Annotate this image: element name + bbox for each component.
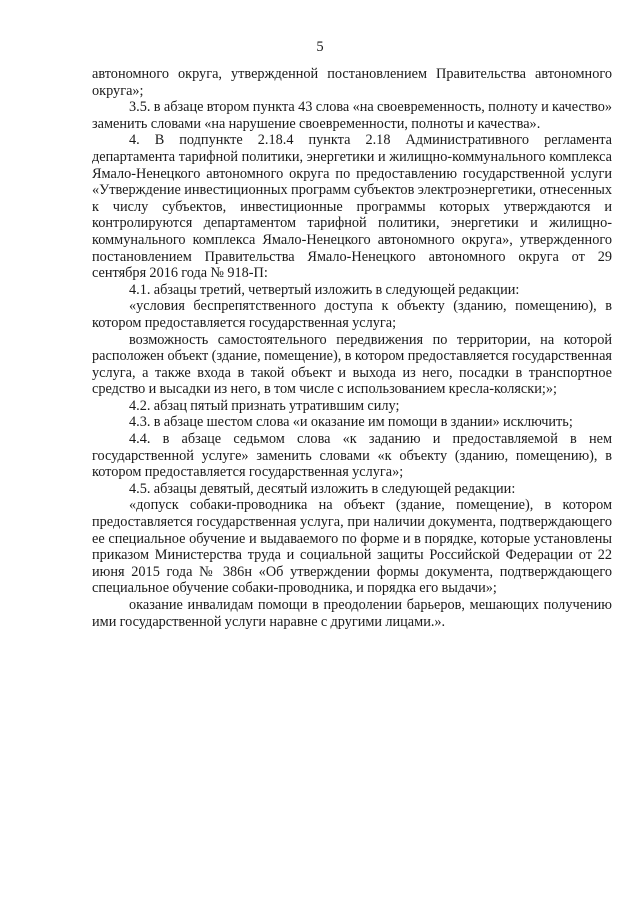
- paragraph-quote-assistance: оказание инвалидам помощи в преодолении барьеров, мешающих получению ими государственной услуги наравне с другими лицами.».: [92, 597, 612, 630]
- paragraph-quote-movement: возможность самостоятельного передвижения по территории, на которой расположен объект (здание, помещение), в котором предоставляется государственная услуга, а также входа в такой объект и выхода из него, посадки в транспортное средство и высадки из него, в том числе с использованием кресла-коляски;»;: [92, 331, 612, 398]
- paragraph-item-4: 4. В подпункте 2.18.4 пункта 2.18 Административного регламента департамента тарифной политики, энергетики и жилищно-коммунального комплекса Ямало-Ненецкого автономного округа по предоставлению государственной услуги «Утверждение инвестиционных программ субъектов электроэнергетики, отнесенных к числу субъектов, инвестиционные программы которых утверждаются и контролируются департаментом тарифной политики, энергетики и жилищно-коммунального комплекса Ямало-Ненецкого автономного округа», утвержденного постановлением Правительства Ямало-Ненецкого автономного округа от 29 сентября 2016 года № 918-П:: [92, 132, 612, 282]
- paragraph-item-4-3: 4.3. в абзаце шестом слова «и оказание им помощи в здании» исключить;: [129, 414, 573, 431]
- paragraph-quote-guide-dog: «допуск собаки-проводника на объект (здание, помещение), в котором предоставляется государственная услуга, при наличии документа, подтверждающего ее специальное обучение и выдаваемого по форме и в порядке, которые установлены приказом Министерства труда и социальной защиты Российской Федерации от 22 июня 2015 года № 386н «Об утверждении формы документа, подтверждающего специальное обучение собаки-проводника, и порядка его выдачи»;: [92, 497, 612, 597]
- document-body: [92, 66, 612, 630]
- paragraph-item-4-2: 4.2. абзац пятый признать утратившим силу;: [129, 397, 400, 414]
- paragraph-item-4-1: 4.1. абзацы третий, четвертый изложить в следующей редакции:: [129, 281, 520, 298]
- paragraph-item-4-5: 4.5. абзацы девятый, десятый изложить в следующей редакции:: [129, 480, 516, 497]
- page-number: 5: [316, 39, 324, 55]
- paragraph-quote-access-conditions: «условия беспрепятственного доступа к объекту (зданию, помещению), в котором предоставляется государственная услуга;: [92, 298, 612, 331]
- paragraph-item-3-5: 3.5. в абзаце втором пункта 43 слова «на своевременность, полноту и качество» заменить словами «на нарушение своевременности, полноты и качества».: [92, 99, 612, 132]
- paragraph-item-4-4: 4.4. в абзаце седьмом слова «к заданию и предоставляемой в нем государственной услуге» заменить словами «к объекту (зданию, помещению), в котором предоставляется государственная услуга»;: [92, 431, 612, 481]
- paragraph-continuation: автономного округа, утвержденной постановлением Правительства автономного округа»;: [92, 66, 612, 99]
